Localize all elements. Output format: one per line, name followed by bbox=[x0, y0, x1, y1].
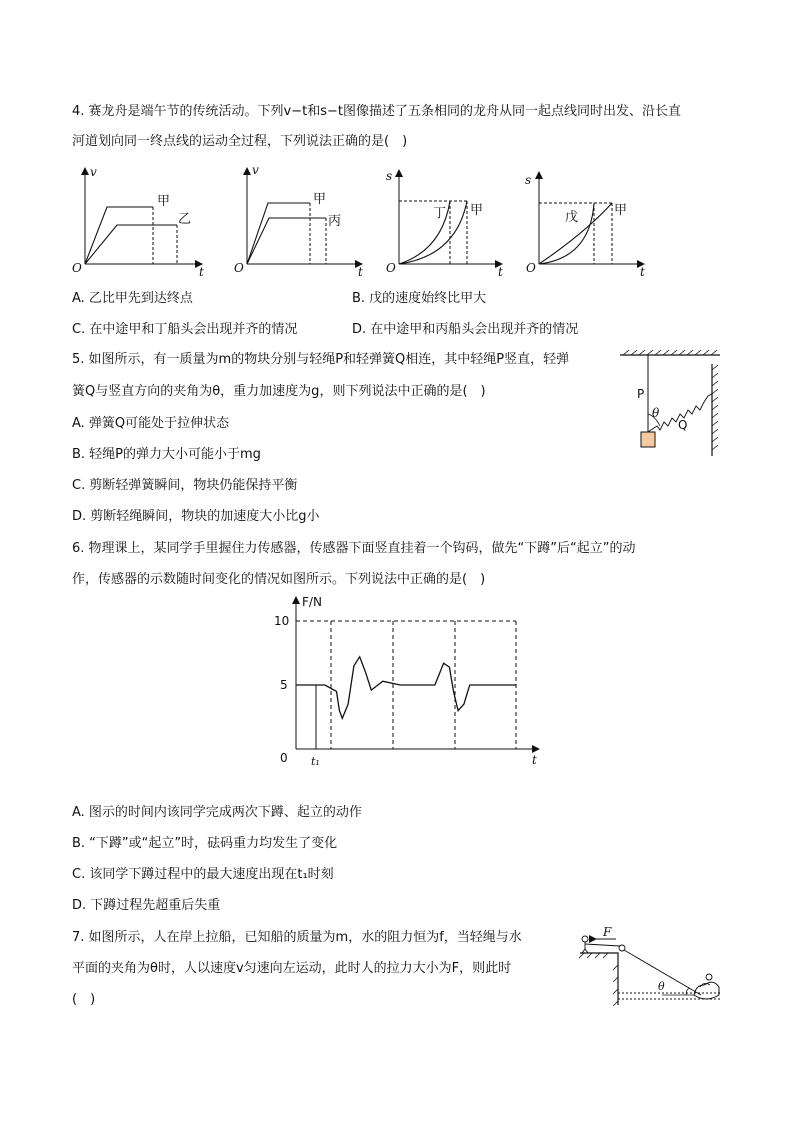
s-t-graph-4 bbox=[525, 172, 645, 279]
q6-option-d[interactable]: D. 下蹲过程先超重后失重 bbox=[72, 898, 221, 913]
q4-stem-line2: 河道划向同一终点线的运动全过程，下列说法正确的是( ) bbox=[72, 134, 408, 149]
q5-option-c[interactable]: C. 剪断轻弹簧瞬间，物块仍能保持平衡 bbox=[72, 478, 298, 493]
s-t-graph-3 bbox=[386, 169, 503, 279]
label-p: P bbox=[637, 387, 645, 401]
t1-label: t₁ bbox=[311, 755, 320, 768]
q5-stem-line2: 簧Q与竖直方向的夹角为θ，重力加速度为g，则下列说法中正确的是( ) bbox=[72, 384, 486, 399]
axis-label-t: t bbox=[199, 265, 204, 279]
tick-label-0: 0 bbox=[280, 751, 288, 765]
q5-figure bbox=[615, 350, 725, 460]
axis-label-s: s bbox=[386, 169, 393, 183]
y-axis-label: F/N bbox=[302, 595, 322, 609]
q7-stem-line2: 平面的夹角为θ时，人以速度v匀速向左运动，此时人的拉力大小为F，则此时 bbox=[72, 961, 512, 976]
origin-label: O bbox=[386, 261, 396, 275]
origin-label: O bbox=[526, 261, 536, 275]
label-q: Q bbox=[678, 418, 688, 432]
q5-stem-line1: 5. 如图所示，有一质量为m的物块分别与轻绳P和轻弹簧Q相连，其中轻绳P竖直，轻弹 bbox=[72, 352, 570, 367]
label-jia: 甲 bbox=[157, 194, 171, 209]
q4-option-d[interactable]: D. 在中途甲和丙船头会出现并齐的情况 bbox=[352, 322, 579, 337]
axis-label-v: v bbox=[252, 163, 259, 177]
q6-option-b[interactable]: B. “下蹲”或“起立”时，砝码重力均发生了变化 bbox=[72, 836, 338, 851]
v-t-graph-1 bbox=[72, 165, 204, 279]
tick-label-5: 5 bbox=[280, 678, 288, 692]
axis-label-t: t bbox=[498, 265, 503, 279]
axis-label-t: t bbox=[358, 265, 363, 279]
q6-option-a[interactable]: A. 图示的时间内该同学完成两次下蹲、起立的动作 bbox=[72, 805, 362, 820]
x-axis-label: t bbox=[532, 753, 537, 767]
q6-stem-line2: 作，传感器的示数随时间变化的情况如图所示。下列说法中正确的是( ) bbox=[72, 572, 486, 587]
label-yi: 乙 bbox=[178, 212, 192, 227]
label-ding: 丁 bbox=[433, 206, 447, 221]
label-bing: 丙 bbox=[328, 214, 342, 229]
label-jia: 甲 bbox=[313, 192, 327, 207]
label-f: F bbox=[603, 925, 612, 939]
q7-stem-line3: ( ) bbox=[72, 992, 96, 1007]
q6-stem-line1: 6. 物理课上，某同学手里握住力传感器，传感器下面竖直挂着一个钩码，做先“下蹲”后“起立”的动 bbox=[72, 541, 636, 556]
q5-option-d[interactable]: D. 剪断轻绳瞬间，物块的加速度大小比g小 bbox=[72, 509, 320, 524]
q5-option-b[interactable]: B. 轻绳P的弹力大小可能小于mg bbox=[72, 447, 261, 462]
tick-label-10: 10 bbox=[274, 614, 290, 628]
v-t-graph-2 bbox=[234, 163, 363, 279]
origin-label: O bbox=[234, 261, 244, 275]
axis-label-t: t bbox=[640, 265, 645, 279]
q4-stem-line1: 4. 赛龙舟是端午节的传统活动。下列v−t和s−t图像描述了五条相同的龙舟从同一起点线同时出发、沿长直 bbox=[72, 104, 681, 119]
series-line bbox=[296, 657, 516, 719]
label-theta: θ bbox=[652, 406, 660, 420]
label-theta: θ bbox=[658, 980, 665, 993]
label-wu: 戊 bbox=[565, 210, 579, 225]
q4-option-b[interactable]: B. 戊的速度始终比甲大 bbox=[352, 291, 487, 306]
label-jia: 甲 bbox=[470, 203, 484, 218]
q5-option-a[interactable]: A. 弹簧Q可能处于拉伸状态 bbox=[72, 416, 230, 431]
block bbox=[641, 432, 655, 447]
q4-graphs bbox=[70, 162, 670, 282]
boat bbox=[694, 982, 719, 999]
force-time-chart bbox=[256, 592, 556, 772]
q6-option-c[interactable]: C. 该同学下蹲过程中的最大速度出现在t₁时刻 bbox=[72, 867, 334, 882]
origin-label: O bbox=[72, 261, 82, 275]
axis-label-v: v bbox=[90, 165, 97, 179]
q4-option-c[interactable]: C. 在中途甲和丁船头会出现并齐的情况 bbox=[72, 322, 298, 337]
q7-figure bbox=[576, 925, 726, 1010]
q7-stem-line1: 7. 如图所示，人在岸上拉船，已知船的质量为m，水的阻力恒为f，当轻绳与水 bbox=[72, 930, 522, 945]
q4-option-a[interactable]: A. 乙比甲先到达终点 bbox=[72, 291, 193, 306]
label-jia: 甲 bbox=[614, 203, 628, 218]
axis-label-s: s bbox=[525, 173, 532, 187]
